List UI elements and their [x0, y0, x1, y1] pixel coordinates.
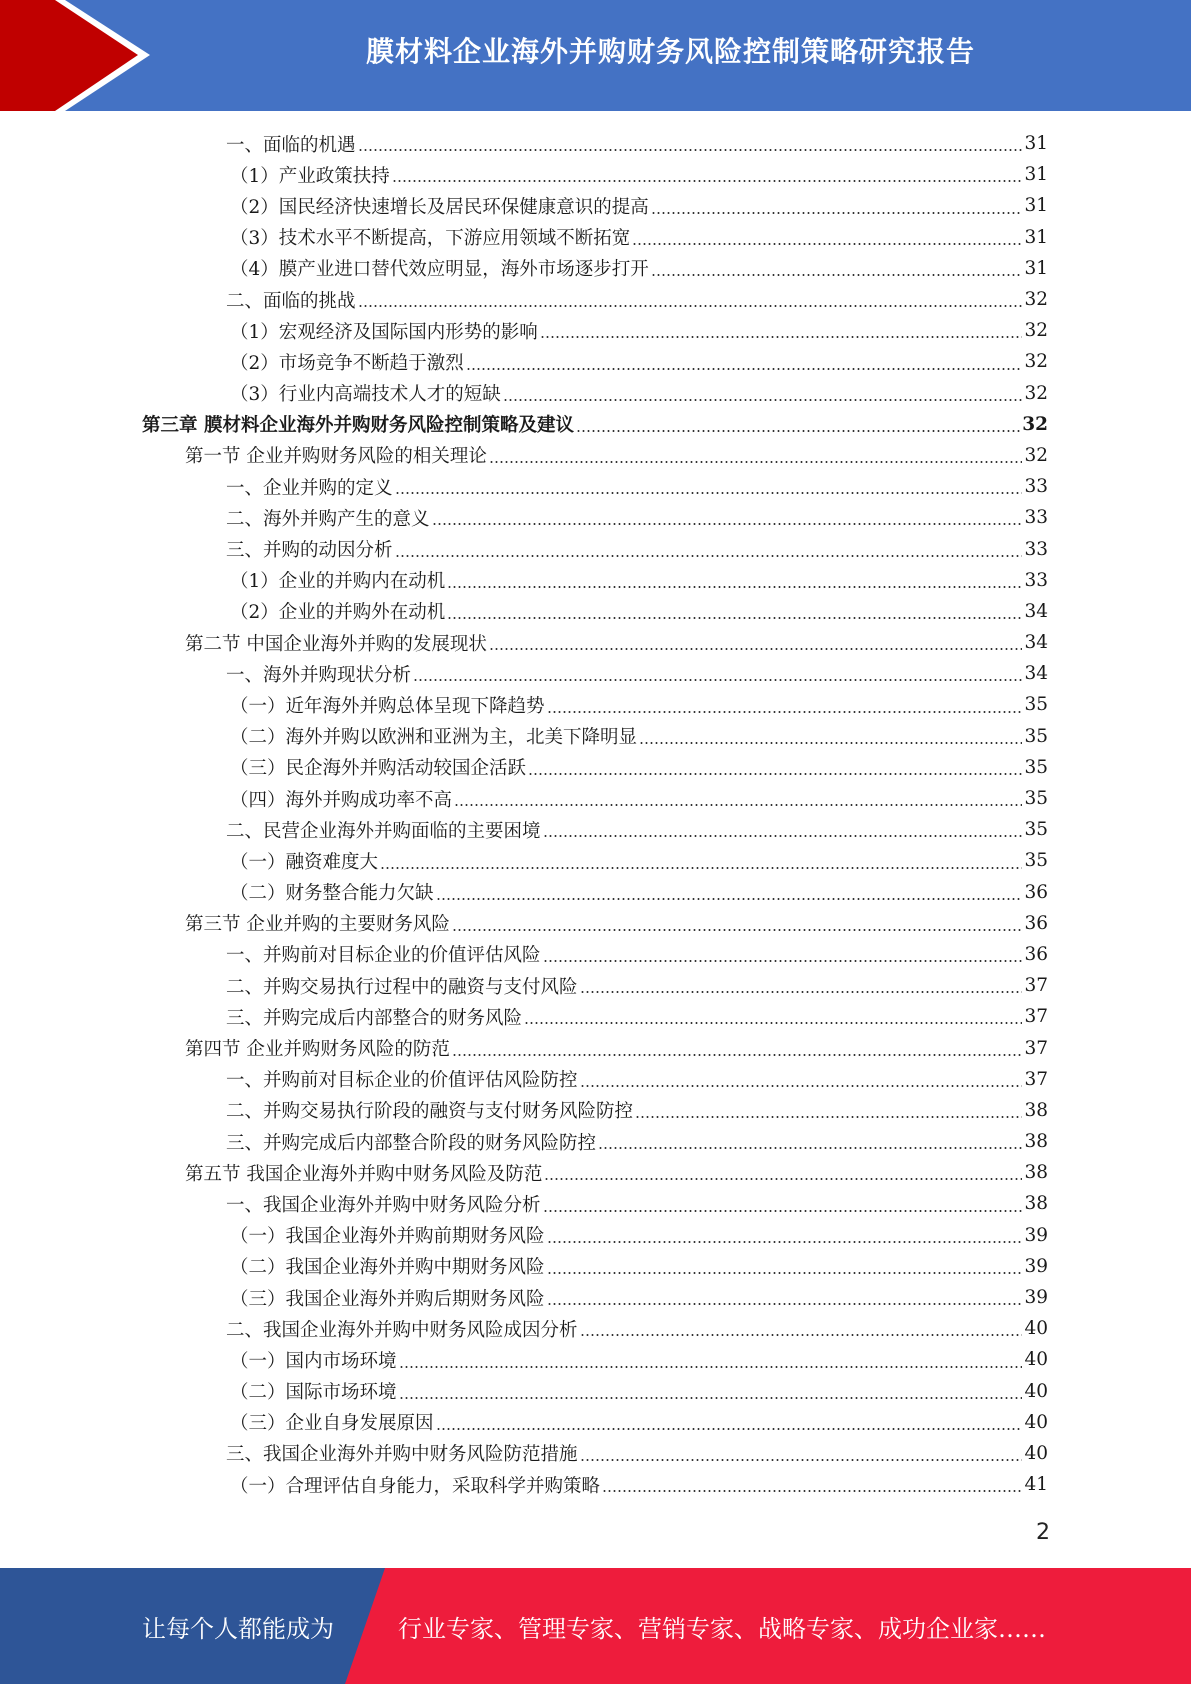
toc-dot-leader [547, 1272, 1023, 1274]
toc-dot-leader [580, 1459, 1023, 1461]
toc-dot-leader [547, 1241, 1023, 1243]
toc-entry[interactable] [142, 128, 1048, 159]
toc-entry[interactable] [142, 565, 1048, 596]
toc-entry-page: 40 [1024, 1442, 1048, 1464]
toc-dot-leader [436, 898, 1023, 900]
toc-entry-title: 第一节 企业并购财务风险的相关理论 [185, 446, 487, 468]
toc-dot-leader [436, 1428, 1023, 1430]
toc-entry-page: 40 [1024, 1411, 1048, 1433]
toc-entry[interactable] [142, 1407, 1048, 1438]
page-number: 2 [1036, 1520, 1050, 1545]
toc-entry-title: 三、并购完成后内部整合阶段的财务风险防控 [226, 1132, 597, 1154]
toc-dot-leader [540, 336, 1023, 338]
toc-entry[interactable] [142, 1064, 1048, 1095]
toc-entry-title: 二、民营企业海外并购面临的主要困境 [226, 820, 541, 842]
toc-dot-leader [543, 1210, 1023, 1212]
toc-entry[interactable] [142, 721, 1048, 752]
toc-dot-leader [602, 1490, 1022, 1492]
toc-entry-page: 35 [1024, 850, 1048, 872]
toc-entry-title: 一、并购前对目标企业的价值评估风险防控 [226, 1070, 578, 1092]
toc-entry-page: 32 [1022, 413, 1048, 435]
toc-entry-title: （三）民企海外并购活动较国企活跃 [230, 758, 527, 780]
toc-entry-title: （二）我国企业海外并购中期财务风险 [230, 1257, 545, 1279]
toc-entry-title: （二）财务整合能力欠缺 [230, 883, 434, 905]
toc-entry[interactable] [142, 1469, 1048, 1500]
toc-entry-page: 33 [1024, 476, 1048, 498]
toc-entry-page: 36 [1024, 881, 1048, 903]
toc-entry-title: 一、我国企业海外并购中财务风险分析 [226, 1194, 541, 1216]
toc-dot-leader [399, 1397, 1023, 1399]
toc-entry[interactable] [142, 1188, 1048, 1219]
toc-entry-page: 33 [1024, 569, 1048, 591]
toc-entry-page: 31 [1024, 226, 1048, 248]
toc-entry[interactable] [142, 315, 1048, 346]
toc-entry-page: 32 [1024, 444, 1048, 466]
toc-entry[interactable] [142, 658, 1048, 689]
toc-entry[interactable] [142, 471, 1048, 502]
toc-entry-page: 31 [1024, 133, 1048, 155]
toc-entry-title: （一）近年海外并购总体呈现下降趋势 [230, 695, 545, 717]
toc-entry[interactable] [142, 409, 1048, 440]
toc-entry-title: （2）市场竞争不断趋于激烈 [230, 352, 464, 374]
toc-entry[interactable] [142, 284, 1048, 315]
toc-entry[interactable] [142, 1251, 1048, 1282]
toc-entry-page: 35 [1024, 756, 1048, 778]
footer-slogan-left: 让每个人都能成为 [142, 1614, 334, 1643]
toc-entry-page: 35 [1024, 694, 1048, 716]
toc-entry[interactable] [142, 1126, 1048, 1157]
toc-dot-leader [524, 1022, 1022, 1024]
toc-entry[interactable] [142, 1095, 1048, 1126]
toc-entry-title: 三、并购的动因分析 [226, 540, 393, 562]
toc-entry[interactable] [142, 783, 1048, 814]
toc-entry-page: 32 [1024, 351, 1048, 373]
toc-entry-page: 31 [1024, 257, 1048, 279]
toc-entry-title: 一、海外并购现状分析 [226, 664, 412, 686]
toc-dot-leader [632, 243, 1022, 245]
toc-entry[interactable] [142, 440, 1048, 471]
toc-entry[interactable] [142, 970, 1048, 1001]
toc-dot-leader [576, 430, 1020, 432]
toc-dot-leader [489, 461, 1023, 463]
toc-entry[interactable] [142, 1001, 1048, 1032]
toc-dot-leader [635, 1116, 1022, 1118]
toc-entry-title: 三、并购完成后内部整合的财务风险 [226, 1007, 523, 1029]
toc-dot-leader [651, 274, 1023, 276]
toc-entry-title: （三）企业自身发展原因 [230, 1413, 434, 1435]
toc-entry[interactable] [142, 378, 1048, 409]
toc-entry-page: 35 [1024, 788, 1048, 810]
footer-slogan-right: 行业专家、管理专家、营销专家、战略专家、成功企业家…… [398, 1614, 1046, 1643]
toc-entry-page: 36 [1024, 912, 1048, 934]
toc-dot-leader [543, 960, 1023, 962]
toc-entry-title: 二、并购交易执行过程中的融资与支付风险 [226, 976, 578, 998]
toc-entry-title: 二、并购交易执行阶段的融资与支付财务风险防控 [226, 1101, 634, 1123]
toc-entry[interactable] [142, 908, 1048, 939]
toc-entry[interactable] [142, 190, 1048, 221]
toc-entry-page: 32 [1024, 289, 1048, 311]
toc-entry[interactable] [142, 1438, 1048, 1469]
toc-entry[interactable] [142, 627, 1048, 658]
toc-entry-page: 41 [1024, 1474, 1048, 1496]
toc-dot-leader [358, 305, 1023, 307]
toc-entry-page: 34 [1024, 600, 1048, 622]
toc-entry[interactable] [142, 752, 1048, 783]
toc-dot-leader [543, 835, 1023, 837]
toc-dot-leader [399, 1366, 1023, 1368]
toc-entry-page: 40 [1024, 1318, 1048, 1340]
toc-entry-title: 第四节 企业并购财务风险的防范 [185, 1039, 450, 1061]
toc-entry[interactable] [142, 689, 1048, 720]
table-of-contents [142, 128, 1048, 1500]
toc-entry-page: 38 [1024, 1131, 1048, 1153]
toc-entry-title: 一、面临的机遇 [226, 134, 356, 156]
toc-dot-leader [598, 1147, 1022, 1149]
toc-entry-title: （三）我国企业海外并购后期财务风险 [230, 1288, 545, 1310]
toc-entry-title: 二、我国企业海外并购中财务风险成因分析 [226, 1319, 578, 1341]
toc-entry[interactable] [142, 1344, 1048, 1375]
toc-dot-leader [580, 991, 1023, 993]
toc-entry-page: 37 [1024, 1037, 1048, 1059]
toc-dot-leader [392, 180, 1023, 182]
toc-entry-page: 36 [1024, 943, 1048, 965]
toc-entry-title: （1）宏观经济及国际国内形势的影响 [230, 321, 538, 343]
toc-entry-page: 39 [1024, 1287, 1048, 1309]
toc-entry[interactable] [142, 346, 1048, 377]
toc-entry-title: （一）国内市场环境 [230, 1350, 397, 1372]
toc-entry[interactable] [142, 1032, 1048, 1063]
toc-entry-title: 二、面临的挑战 [226, 290, 356, 312]
toc-entry[interactable] [142, 1157, 1048, 1188]
toc-dot-leader [544, 1178, 1022, 1180]
toc-dot-leader [651, 212, 1023, 214]
toc-dot-leader [395, 492, 1023, 494]
toc-dot-leader [413, 679, 1022, 681]
toc-entry-page: 40 [1024, 1349, 1048, 1371]
page-footer [0, 1568, 1191, 1684]
toc-entry[interactable] [142, 1313, 1048, 1344]
toc-entry-title: （3）技术水平不断提高，下游应用领域不断拓宽 [230, 228, 631, 250]
toc-entry-page: 39 [1024, 1224, 1048, 1246]
toc-entry-title: （3）行业内高端技术人才的短缺 [230, 384, 501, 406]
toc-entry-page: 39 [1024, 1255, 1048, 1277]
toc-entry-page: 32 [1024, 382, 1048, 404]
toc-entry[interactable] [142, 253, 1048, 284]
toc-dot-leader [447, 617, 1022, 619]
toc-entry-title: （二）海外并购以欧洲和亚洲为主，北美下降明显 [230, 727, 638, 749]
toc-entry[interactable] [142, 939, 1048, 970]
toc-entry-page: 35 [1024, 725, 1048, 747]
toc-dot-leader [639, 742, 1022, 744]
report-title: 膜材料企业海外并购财务风险控制策略研究报告 [365, 35, 975, 68]
toc-dot-leader [452, 929, 1023, 931]
toc-entry-title: （1）产业政策扶持 [230, 165, 390, 187]
toc-entry-page: 37 [1024, 975, 1048, 997]
toc-dot-leader [452, 1054, 1023, 1056]
toc-dot-leader [395, 555, 1023, 557]
toc-entry-page: 37 [1024, 1006, 1048, 1028]
toc-entry-page: 31 [1024, 164, 1048, 186]
toc-entry[interactable] [142, 1376, 1048, 1407]
toc-entry-page: 32 [1024, 320, 1048, 342]
toc-entry-page: 40 [1024, 1380, 1048, 1402]
toc-entry[interactable] [142, 877, 1048, 908]
toc-dot-leader [528, 773, 1022, 775]
toc-dot-leader [503, 399, 1023, 401]
toc-entry-page: 35 [1024, 819, 1048, 841]
toc-entry-page: 33 [1024, 538, 1048, 560]
toc-entry-title: 第五节 我国企业海外并购中财务风险及防范 [185, 1163, 543, 1185]
toc-entry-page: 33 [1024, 507, 1048, 529]
toc-dot-leader [380, 867, 1022, 869]
toc-dot-leader [454, 804, 1022, 806]
toc-entry[interactable] [142, 1282, 1048, 1313]
toc-entry-title: 第三章 膜材料企业海外并购财务风险控制策略及建议 [142, 415, 574, 437]
toc-entry-page: 38 [1024, 1099, 1048, 1121]
toc-dot-leader [447, 586, 1022, 588]
toc-entry-title: （4）膜产业进口替代效应明显，海外市场逐步打开 [230, 259, 649, 281]
toc-dot-leader [466, 368, 1023, 370]
toc-entry[interactable] [142, 845, 1048, 876]
toc-entry-page: 38 [1024, 1193, 1048, 1215]
toc-entry-page: 31 [1024, 195, 1048, 217]
toc-dot-leader [547, 1303, 1023, 1305]
toc-entry-page: 37 [1024, 1068, 1048, 1090]
toc-entry-title: （一）合理评估自身能力，采取科学并购策略 [230, 1475, 601, 1497]
toc-entry-title: （1）企业的并购内在动机 [230, 571, 446, 593]
toc-dot-leader [358, 149, 1023, 151]
toc-dot-leader [580, 1085, 1023, 1087]
toc-entry-title: 三、我国企业海外并购中财务风险防范措施 [226, 1444, 578, 1466]
toc-entry-title: （二）国际市场环境 [230, 1382, 397, 1404]
toc-entry-page: 38 [1024, 1162, 1048, 1184]
toc-entry-title: （一）融资难度大 [230, 851, 379, 873]
toc-dot-leader [432, 523, 1023, 525]
toc-dot-leader [547, 711, 1023, 713]
toc-entry-title: 第二节 中国企业海外并购的发展现状 [185, 633, 487, 655]
toc-entry-title: （2）国民经济快速增长及居民环保健康意识的提高 [230, 196, 649, 218]
toc-entry[interactable] [142, 814, 1048, 845]
page-header [0, 0, 1191, 111]
toc-entry-title: 一、企业并购的定义 [226, 477, 393, 499]
toc-entry-title: （一）我国企业海外并购前期财务风险 [230, 1226, 545, 1248]
toc-entry-title: （2）企业的并购外在动机 [230, 602, 446, 624]
toc-entry[interactable] [142, 1220, 1048, 1251]
toc-entry-title: 一、并购前对目标企业的价值评估风险 [226, 945, 541, 967]
toc-entry[interactable] [142, 222, 1048, 253]
toc-entry[interactable] [142, 502, 1048, 533]
toc-dot-leader [580, 1334, 1023, 1336]
toc-entry-page: 34 [1024, 632, 1048, 654]
toc-entry[interactable] [142, 596, 1048, 627]
toc-dot-leader [489, 648, 1023, 650]
toc-entry[interactable] [142, 159, 1048, 190]
toc-entry-title: （四）海外并购成功率不高 [230, 789, 453, 811]
toc-entry-title: 二、海外并购产生的意义 [226, 508, 430, 530]
toc-entry-title: 第三节 企业并购的主要财务风险 [185, 914, 450, 936]
toc-entry[interactable] [142, 533, 1048, 564]
toc-entry-page: 34 [1024, 663, 1048, 685]
